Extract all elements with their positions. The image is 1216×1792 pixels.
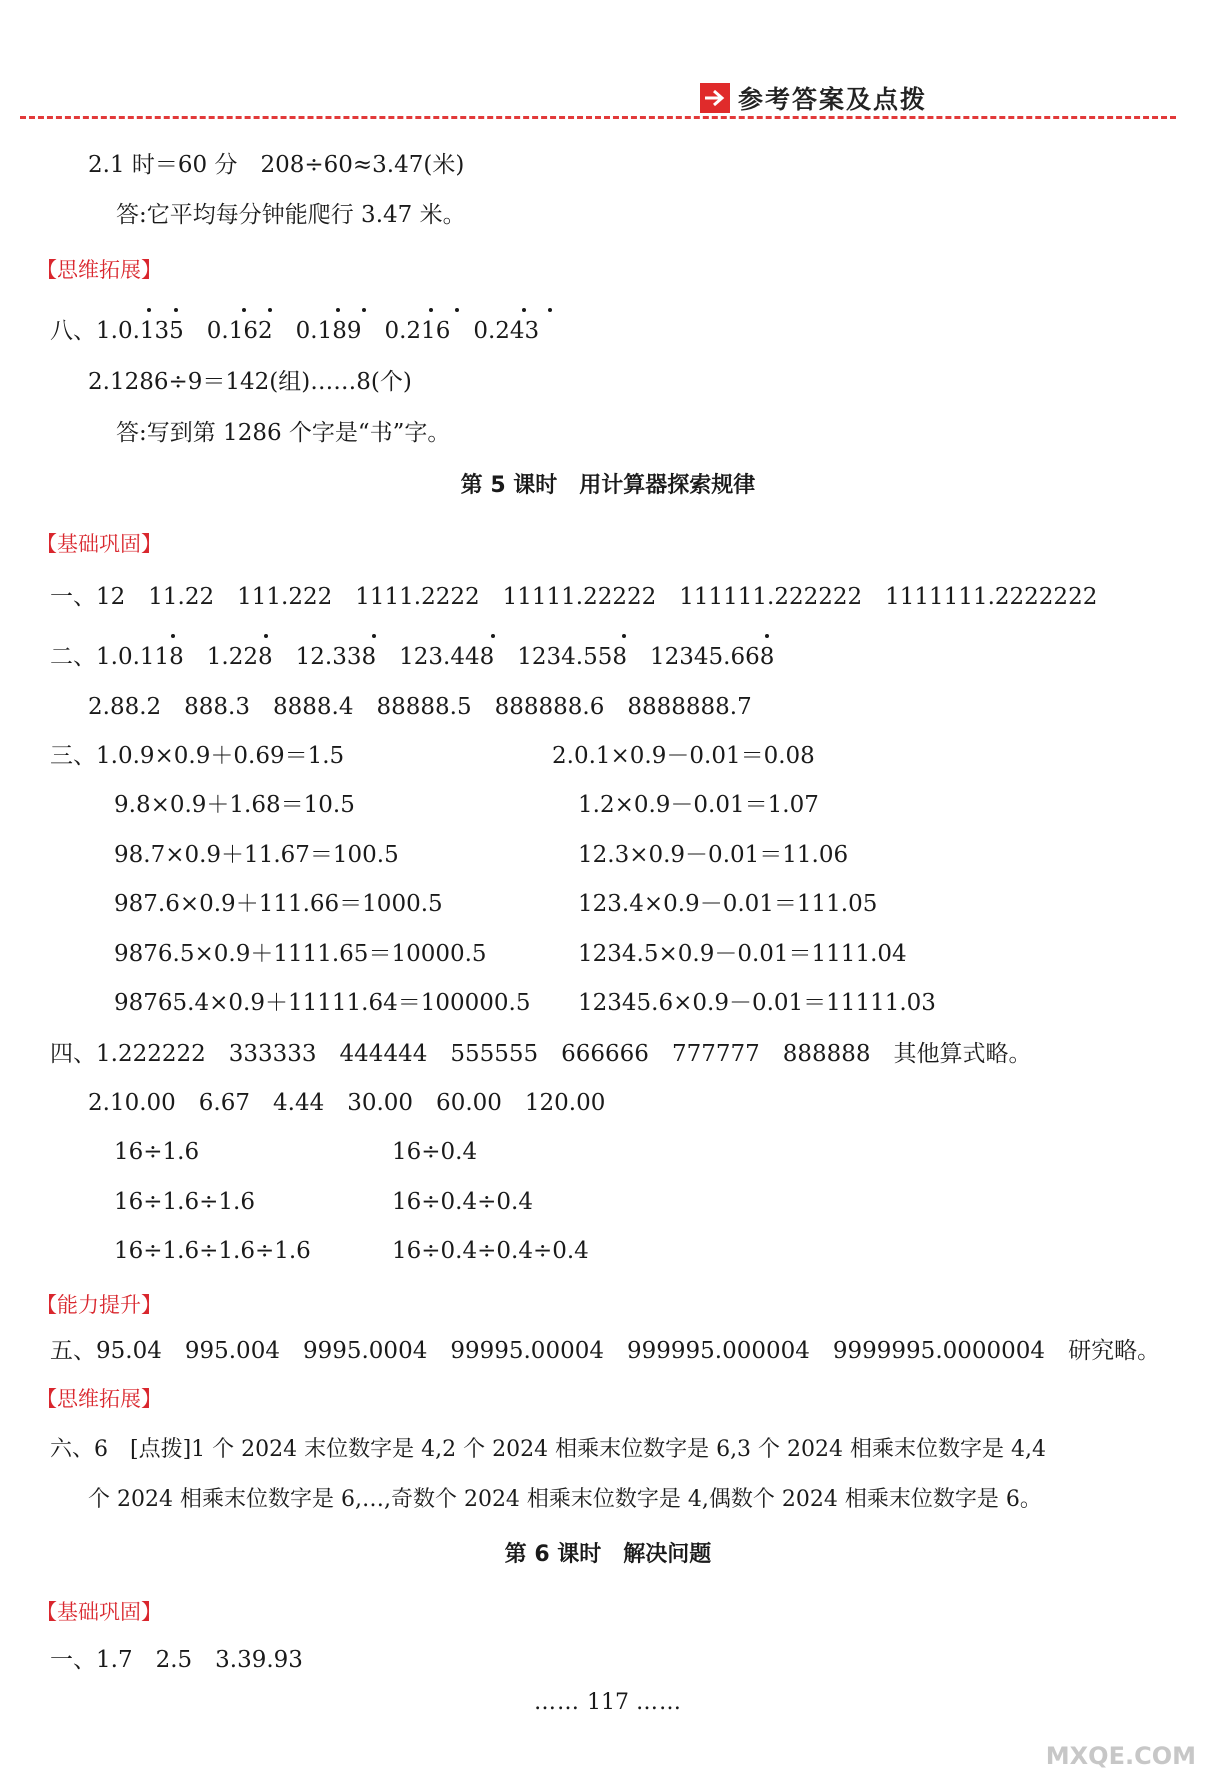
answer-line: 2.88.2 888.3 8888.4 88888.5 888888.6 8888888.7 bbox=[88, 694, 752, 720]
section-tag: 【思维拓展】 bbox=[36, 258, 162, 282]
answer-line: 六、6 [点拨]1 个 2024 末位数字是 4,2 个 2024 相乘末位数字是 6,3 个 2024 相乘末位数字是 4,4 bbox=[50, 1437, 1047, 1462]
repeating-dot bbox=[765, 634, 769, 638]
repeating-dot bbox=[242, 308, 246, 312]
answer-line: 16÷0.4÷0.4÷0.4 bbox=[392, 1238, 589, 1264]
answer-line: 2.0.1×0.9－0.01＝0.08 bbox=[552, 743, 815, 769]
page-number-row bbox=[0, 1690, 1216, 1715]
answer-line: 12345.6×0.9－0.01＝11111.03 bbox=[578, 990, 936, 1016]
repeating-dot bbox=[548, 308, 552, 312]
page-dots: …… bbox=[636, 1690, 682, 1715]
answer-line: 1234.5×0.9－0.01＝1111.04 bbox=[578, 941, 907, 967]
answer-line: 四、1.222222 333333 444444 555555 666666 777777 888888 其他算式略。 bbox=[50, 1041, 1032, 1067]
answer-line: 12.3×0.9－0.01＝11.06 bbox=[578, 842, 849, 868]
repeating-dot bbox=[455, 308, 459, 312]
page-dots: …… bbox=[534, 1690, 580, 1715]
answer-line: 二、1.0.118 1.228 12.338 123.448 1234.558 12345.668 bbox=[50, 644, 775, 670]
repeating-dot bbox=[522, 308, 526, 312]
section-tag: 【能力提升】 bbox=[36, 1293, 162, 1317]
repeating-dot bbox=[268, 308, 272, 312]
lesson-title: 第 5 课时 用计算器探索规律 bbox=[460, 473, 756, 498]
answer-line: 16÷1.6÷1.6 bbox=[114, 1189, 255, 1215]
answer-line: 一、1.7 2.5 3.39.93 bbox=[50, 1647, 303, 1673]
repeating-dot bbox=[147, 308, 151, 312]
lesson-title: 第 6 课时 解决问题 bbox=[504, 1542, 712, 1567]
answer-line: 16÷0.4÷0.4 bbox=[392, 1189, 533, 1215]
answer-line: 八、1.0.135 0.162 0.189 0.216 0.243 bbox=[50, 318, 540, 344]
answer-line: 9.8×0.9＋1.68＝10.5 bbox=[114, 792, 355, 818]
repeating-dot bbox=[336, 308, 340, 312]
arrow-icon bbox=[700, 83, 730, 113]
answer-line: 98.7×0.9＋11.67＝100.5 bbox=[114, 842, 399, 868]
answer-line: 一、12 11.22 111.222 1111.2222 11111.22222 111111.222222 1111111.2222222 bbox=[50, 584, 1098, 610]
answer-line: 16÷1.6÷1.6÷1.6 bbox=[114, 1238, 311, 1264]
answer-line: 答:写到第 1286 个字是“书”字。 bbox=[116, 420, 451, 446]
repeating-dot bbox=[362, 308, 366, 312]
answer-line: 2.1 时＝60 分 208÷60≈3.47(米) bbox=[88, 152, 465, 178]
answer-line: 2.10.00 6.67 4.44 30.00 60.00 120.00 bbox=[88, 1090, 606, 1116]
answer-line: 2.1286÷9＝142(组)……8(个) bbox=[88, 369, 412, 395]
answer-line: 16÷1.6 bbox=[114, 1139, 200, 1165]
header-divider bbox=[20, 116, 1176, 119]
answer-line: 98765.4×0.9＋11111.64＝100000.5 bbox=[114, 990, 531, 1016]
answer-line: 1.2×0.9－0.01＝1.07 bbox=[578, 792, 819, 818]
answer-line: 五、95.04 995.004 9995.0004 99995.00004 999995.000004 9999995.0000004 研究略。 bbox=[50, 1338, 1161, 1364]
section-tag: 【基础巩固】 bbox=[36, 1600, 162, 1624]
repeating-dot bbox=[372, 634, 376, 638]
section-tag: 【基础巩固】 bbox=[36, 532, 162, 556]
repeating-dot bbox=[491, 634, 495, 638]
answer-line: 个 2024 相乘末位数字是 6,…,奇数个 2024 相乘末位数字是 4,偶数个 2024 相乘末位数字是 6。 bbox=[88, 1487, 1042, 1512]
repeating-dot bbox=[171, 634, 175, 638]
answer-line: 答:它平均每分钟能爬行 3.47 米。 bbox=[116, 202, 466, 228]
page-header bbox=[700, 78, 927, 118]
repeating-dot bbox=[174, 308, 178, 312]
header-title: 参考答案及点拨 bbox=[738, 85, 928, 114]
page-number: 117 bbox=[587, 1690, 629, 1715]
answer-line: 9876.5×0.9＋1111.65＝10000.5 bbox=[114, 941, 487, 967]
answer-line: 987.6×0.9＋111.66＝1000.5 bbox=[114, 891, 443, 917]
watermark: MXQE.COM bbox=[1045, 1742, 1196, 1770]
repeating-dot bbox=[264, 634, 268, 638]
section-tag: 【思维拓展】 bbox=[36, 1387, 162, 1411]
repeating-dot bbox=[429, 308, 433, 312]
answer-line: 三、1.0.9×0.9＋0.69＝1.5 bbox=[50, 743, 345, 769]
repeating-dot bbox=[622, 634, 626, 638]
answer-line: 16÷0.4 bbox=[392, 1139, 478, 1165]
answer-line: 123.4×0.9－0.01＝111.05 bbox=[578, 891, 878, 917]
